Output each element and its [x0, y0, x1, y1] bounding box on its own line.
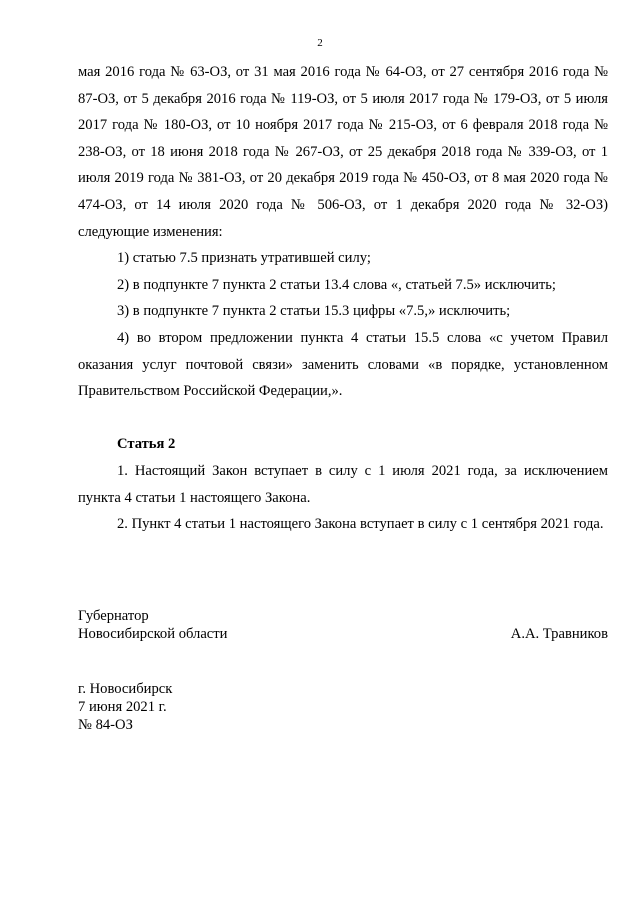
change-item-3: 3) в подпункте 7 пункта 2 статьи 15.3 цифры «7.5,» исключить;	[117, 303, 511, 320]
law-date: 7 июня 2021 г.	[78, 699, 167, 715]
article-2-heading: Статья 2	[117, 436, 176, 453]
continuation-paragraph: мая 2016 года № 63-ОЗ, от 31 мая 2016 года № 64-ОЗ, от 27 сентября 2016 года № 87-ОЗ, от 5 декабря 2016 года № 119-ОЗ, от 5 июля 2017 года № 179-ОЗ, от 5 июля 2017 года № 180-ОЗ, от 10 ноября 2017 года № 215-ОЗ, от 6 февраля 2018 года № 238-ОЗ, от 18 июня 2018 года № 267-ОЗ, от 25 декабря 2018 года № 339-ОЗ, от 1 июля 2019 года № 381-ОЗ, от 20 декабря 2019 года № 450-ОЗ, от 8 мая 2020 года № 474-ОЗ, от 14 июля 2020 года № 506-ОЗ, от 1 декабря 2020 года № 32-ОЗ) следующие изменения:	[78, 64, 608, 240]
document-body	[78, 59, 608, 538]
city: г. Новосибирск	[78, 681, 173, 697]
signatory-region: Новосибирской области	[78, 626, 228, 642]
signature-block	[78, 607, 608, 643]
place-date-block	[78, 680, 378, 734]
article-2-paragraph-2: 2. Пункт 4 статьи 1 настоящего Закона вступает в силу с 1 сентября 2021 года.	[117, 516, 604, 533]
change-item-4: 4) во втором предложении пункта 4 статьи 15.5 слова «с учетом Правил оказания услуг почтовой связи» заменить словами «в порядке, установленном Правительством Российской Федерации,».	[78, 329, 608, 400]
change-item-1: 1) статью 7.5 признать утратившей силу;	[117, 250, 371, 267]
signatory-row	[78, 625, 608, 643]
article-2-paragraph-1: 1. Настоящий Закон вступает в силу с 1 июля 2021 года, за исключением пункта 4 статьи 1 настоящего Закона.	[78, 462, 608, 506]
signatory-name: А.А. Травников	[510, 626, 608, 642]
change-item-2: 2) в подпункте 7 пункта 2 статьи 13.4 слова «, статьей 7.5» исключить;	[117, 276, 556, 293]
signatory-title: Губернатор	[78, 608, 149, 624]
law-number: № 84-ОЗ	[78, 717, 133, 733]
page-number: 2	[317, 37, 323, 49]
